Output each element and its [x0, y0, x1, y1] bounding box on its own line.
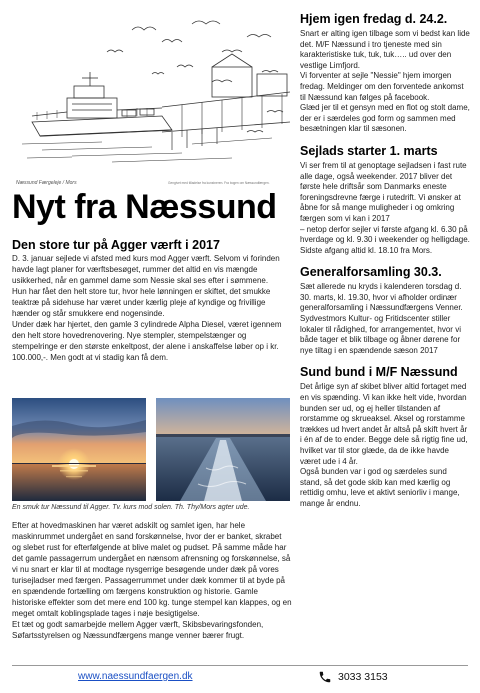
news-item-hjem-igen	[300, 12, 470, 135]
sketch-credit: Gengivet med tilladelse fra kunstneren. Fra bogen om Næssundfærgen.	[168, 181, 270, 186]
main-article-continued: Efter at hovedmaskinen har været adskilt og samlet igen, har hele maskinrummet undergået en sand forskønnelse, hvor der er banket, skrabet og slebet rust for efterfølgende at blive malet og pudset. På samme måde har det gamle passagerrum undergået en nænsom afrensning og forskønnelse, så vi nu snart er klar til at modtage nysgerrige besøgende under dæk på vores turisejladser med færgen. Passagerrummet under dæk kommer til at byde på en spændende fortælling om færgens konstruktion og historie. Gamle historiske effekter som det mere end 100 kg. tunge stempel kan klappes, og en meget omtalt koblingsplade tages i nøje besigtigelse. Et tæt og godt samarbejde mellem Agger værft, Skibsbevaringsfonden, Søfartsstyrelsen og Næssundfærgens mange venner bærer frugt.	[12, 521, 292, 640]
sketch-signature: Næssund Færgeleje / Mors	[16, 180, 77, 186]
wake-image	[156, 398, 290, 501]
footer-phone	[318, 670, 388, 684]
sunset-photo	[12, 398, 146, 501]
ferry-sketch-illustration	[12, 12, 290, 188]
news-item-sejlads	[300, 144, 470, 256]
news-item-body: Det årlige syn af skibet bliver altid fortaget med en vis spænding. Vi kan ikke helt vide, hvordan bunden ser ud, og ej heller tilstanden af rorstamme og skrueaksel. Aksel og rorstamme trækkes ud hvert andet år altså på skift hvert år i én af de to ender. Begge dele så rigtig fine ud, hvilket var til stor glæde, da de ikke havde været ude i 4 år. Også bunden var i god og særdeles sund stand, så det gode skib kan med kærlig og rettidig omhu, leve et aktivt seniorliv i mange, mange år endnu.	[300, 382, 468, 508]
website-link[interactable]: www.naessundfaergen.dk	[78, 671, 193, 682]
news-item-title: Sejlads starter 1. marts	[300, 143, 438, 158]
main-article	[12, 238, 292, 363]
photo-row	[12, 398, 290, 501]
main-article-body: D. 3. januar sejlede vi afsted med kurs mod Agger værft. Selvom vi forinden havde lagt planer for værftsbesøget, rummer det altid en vis mængde usikkerhed, når en gammel dame som Nessie skal ses efter i sømmene. Hun har fået den helt store tur, hvor hele lønningen er skiftet, det smukke teaktræ på sidehuse har været under kærlig pleje af kyndige og frivillige hænder og står smukkere end nogensinde. Under dæk har hjertet, den gamle 3 cylindrede Alpha Diesel, været igennem den helt store hovedrenovering. Nye stempler, stempelstænger og stempelringe er den største enkeltpost, der alene i anskaffelse løber op i kr. 100.000,-. Men godt at vi stadig kan få dem.	[12, 254, 282, 362]
news-item-body: Sæt allerede nu kryds i kalenderen torsdag d. 30. marts, kl. 19.30, hvor vi afholder ordinær generalforsamling i Næssundfærgens Venner. Sydvestmors Kultur- og Fritidscenter stiller lokaler til rådighed, for arrangementet, hvor vi både tager et blik tilbage og åbner dørene for nye tiltag i en spændende sæson 2017	[300, 282, 463, 355]
phone-number: 3033 3153	[338, 671, 388, 683]
sunset-image	[12, 398, 146, 501]
photo-caption: En smuk tur Næssund til Agger. Tv. kurs mod solen. Th. Thy/Mors agter ude.	[12, 504, 250, 511]
news-item-body: Snart er alting igen tilbage som vi bedst kan lide det. M/F Næssund i tro tjeneste med sin karakteristiske tuk, tuk, tuk….. ud over den vestlige Limfjord. Vi forventer at sejle "Nessie" hjem imorgen fredag. Meldinger om den forventede ankomst til Næssund kan følges på facebook. Glæd jer til et gensyn med en flot og stolt dame, der er i særdeles god form og sammen med besætningen klar til sæsonen.	[300, 29, 470, 134]
main-article-title: Den store tur på Agger værft i 2017	[12, 238, 220, 252]
footer-divider	[12, 665, 468, 666]
news-item-title: Generalforsamling 30.3.	[300, 265, 442, 280]
news-item-sund-bund	[300, 365, 470, 509]
news-item-body: Vi ser frem til at genoptage sejladsen i fast rute alle dage, også weekender. 2017 bliver det første hele driftsår som Danmarks eneste foreningsdrevne færge i rutedrift. Vi ønsker at åbne for så mange muligheder i og omkring færgen som vi kan i 2017 – netop derfor sejler vi første afgang kl. 6.30 på hverdage og kl. 9.30 i weekender og helligdage. Sidste afgang altid kl. 18.10 fra Mors.	[300, 160, 470, 255]
news-item-title: Hjem igen fredag d. 24.2.	[300, 12, 448, 26]
sidebar-news	[300, 12, 470, 519]
phone-icon	[318, 670, 332, 684]
ferry-sketch-drawing	[12, 12, 290, 188]
news-item-title: Sund bund i M/F Næssund	[300, 365, 458, 380]
news-item-generalforsamling	[300, 265, 470, 356]
wake-photo	[156, 398, 290, 501]
newsletter-masthead: Nyt fra Næssund	[12, 188, 277, 226]
